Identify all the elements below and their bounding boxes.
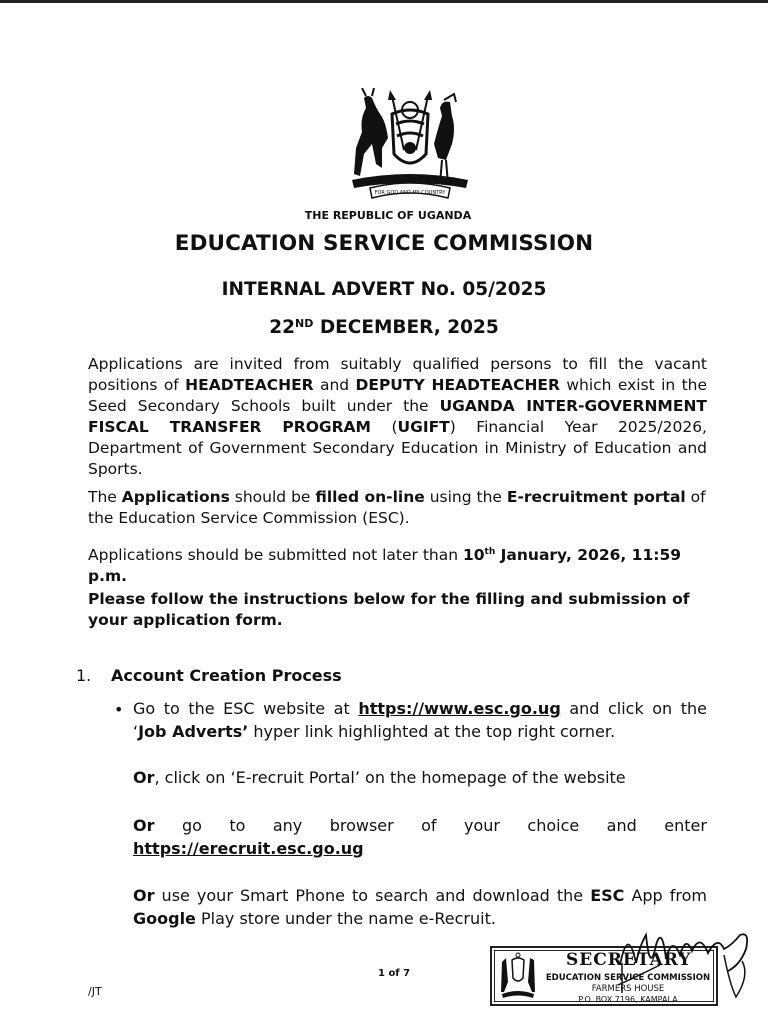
deadline-rest: January, 2026, 11:59 p.m. — [88, 546, 682, 585]
text-bold: Google — [133, 909, 196, 928]
page-number: 1 of 7 — [378, 968, 411, 979]
text-bold: Job Adverts’ — [138, 722, 249, 741]
online-application-paragraph — [88, 487, 707, 529]
deadline-paragraph — [88, 542, 707, 587]
intro-paragraph — [88, 354, 707, 480]
text-run: The — [88, 488, 122, 506]
page-top-edge — [0, 0, 768, 3]
word: choice — [527, 816, 580, 835]
text-bold: Or — [133, 886, 155, 905]
deadline-day: 10 — [462, 546, 485, 564]
step-browser — [133, 814, 707, 860]
text-run: use your Smart Phone to search and download the — [154, 886, 591, 905]
text-run: of the Education Service Commission (ESC). — [88, 488, 706, 527]
text-run: using the — [424, 488, 507, 506]
word: your — [464, 816, 500, 835]
text-run: Go to the ESC website at — [133, 699, 359, 718]
text-bold: ESC — [590, 886, 625, 905]
esc-website-link[interactable]: https://www.esc.go.ug — [358, 699, 561, 718]
date-suffix: ND — [295, 317, 314, 330]
text-bold: filled on-line — [315, 488, 425, 506]
text-run: App from — [624, 886, 707, 905]
stamp-crest-icon — [498, 952, 538, 1000]
program-acronym: UGIFT — [397, 418, 450, 436]
word: go — [181, 816, 202, 835]
text-run: Applications should be submitted not later than — [88, 546, 463, 564]
section-number: 1. — [76, 666, 92, 685]
position-deputy-headteacher: DEPUTY HEADTEACHER — [355, 376, 560, 394]
coat-of-arms-emblem — [342, 88, 478, 202]
position-headteacher: HEADTEACHER — [185, 376, 314, 394]
text-bold: Applications — [121, 488, 230, 506]
date-day: 22 — [269, 317, 296, 338]
date-rest: DECEMBER, 2025 — [313, 317, 499, 338]
justified-line — [133, 814, 707, 837]
text-bold: Or — [133, 816, 155, 835]
text-run: ( — [370, 418, 398, 436]
text-run: hyper link highlighted at the top right corner. — [248, 722, 616, 741]
word: and — [606, 816, 637, 835]
word: browser — [329, 816, 394, 835]
stamp-line-commission: EDUCATION SERVICE COMMISSION — [545, 973, 711, 983]
advert-number-heading: INTERNAL ADVERT No. 05/2025 — [221, 279, 547, 300]
stamp-title: SECRETARY — [566, 950, 692, 970]
word: of — [421, 816, 437, 835]
word: enter — [664, 816, 707, 835]
step-website — [133, 697, 707, 743]
erecruit-portal-link[interactable]: https://erecruit.esc.go.ug — [133, 839, 364, 858]
republic-heading: THE REPUBLIC OF UGANDA — [304, 209, 472, 222]
step-portal — [133, 766, 707, 789]
stamp-line-address: P.O. BOX 7196, KAMPALA — [578, 995, 678, 1004]
text-run: which exist in the Seed Secondary Schools built under the — [88, 376, 708, 415]
text-run: and click on the ‘ — [133, 699, 707, 741]
program-name: UGANDA INTER-GOVERNMENT FISCAL TRANSFER PROGRAM — [88, 397, 707, 436]
word: any — [272, 816, 303, 835]
text-run: and — [313, 376, 356, 394]
text-run: , click on ‘E-recruit Portal’ on the homepage of the website — [154, 768, 626, 787]
handwritten-signature — [600, 905, 760, 1000]
text-bold: Or — [133, 768, 155, 787]
text-run: ) Financial Year 2025/2026, Department of Government Secondary Education in Ministry of Education and Sports. — [88, 418, 707, 478]
instructions-note: Please follow the instructions below for the filling and submission of your application form. — [88, 590, 690, 629]
word: to — [229, 816, 246, 835]
bullet-marker: • — [114, 700, 124, 719]
deadline-suffix: th — [484, 547, 496, 557]
author-initials: /JT — [88, 985, 102, 998]
text-bold: E-recruitment portal — [506, 488, 686, 506]
text-run: Applications are invited from suitably qualified persons to fill the vacant positions of — [88, 355, 707, 394]
commission-heading: EDUCATION SERVICE COMMISSION — [174, 231, 594, 256]
stamp-line-building: FARMERS HOUSE — [591, 984, 665, 994]
crest-motto: FOR GOD AND MY COUNTRY — [374, 190, 446, 196]
text-run: should be — [229, 488, 316, 506]
section-title: Account Creation Process — [111, 666, 342, 685]
text-run: Play store under the name e-Recruit. — [195, 909, 496, 928]
advert-date-heading — [0, 317, 768, 338]
